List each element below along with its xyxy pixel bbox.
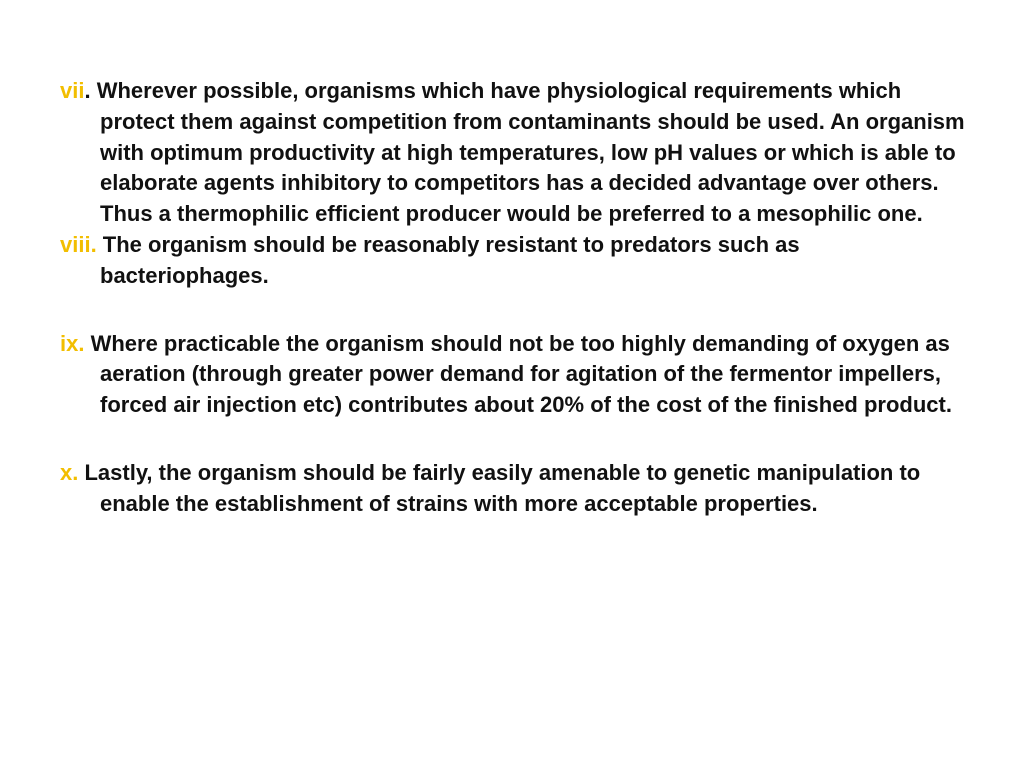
item-text: Wherever possible, organisms which have physiological requirements which protect them against competition from contaminants should be used. An organism with optimum productivity at high temperatures, low pH values or which is able to elaborate agents inhibitory to competitors has a decided advantage over others. Thus a thermophilic efficient producer would be preferred to a mesophilic one.	[90, 78, 965, 227]
item-numeral: x.	[60, 459, 79, 485]
item-text: The organism should be reasonably resistant to predators such as bacteriophages.	[96, 231, 800, 288]
item-numeral: viii.	[60, 231, 97, 257]
item-numeral: ix.	[60, 330, 85, 356]
list-item-x	[60, 458, 970, 520]
list-item-ix	[60, 329, 970, 421]
list-item-vii	[60, 76, 970, 230]
item-numeral-suffix: .	[84, 78, 91, 103]
item-numeral: vii	[60, 78, 85, 103]
list-item-viii	[60, 230, 970, 292]
item-text: Lastly, the organism should be fairly easily amenable to genetic manipulation to enable the establishment of strains with more acceptable properties.	[78, 459, 921, 516]
slide-content	[60, 76, 970, 520]
item-text: Where practicable the organism should not be too highly demanding of oxygen as aeration (through greater power demand for agitation of the fermentor impellers, forced air injection etc) contributes about 20% of the cost of the finished product.	[84, 330, 952, 418]
